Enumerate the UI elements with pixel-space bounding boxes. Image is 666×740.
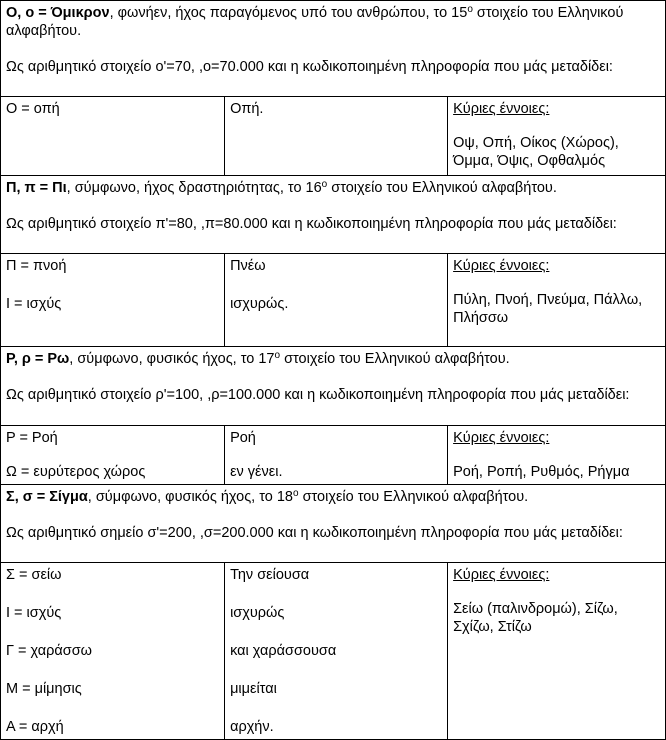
section-header bbox=[1, 485, 666, 563]
letter-components-cell bbox=[1, 426, 225, 485]
meaning-cell bbox=[225, 97, 448, 176]
concepts-text: Ροή, Ροπή, Ρυθμός, Ρήγμα bbox=[453, 464, 630, 480]
component-line: Ρ = Ροή bbox=[6, 430, 58, 446]
component-line: Σ = σείω bbox=[6, 567, 62, 583]
section-body-row bbox=[1, 254, 666, 347]
ordinal-suffix: ο bbox=[467, 4, 473, 15]
concepts-label: Κύριες έννοιες: bbox=[453, 258, 550, 274]
section-body-row bbox=[1, 426, 666, 485]
ordinal-suffix: ο bbox=[321, 179, 328, 190]
concepts-label: Κύριες έννοιες: bbox=[453, 430, 550, 446]
letter-desc-a: , σύμφωνο, φυσικός ήχος, το 17 bbox=[69, 351, 275, 367]
numeric-value-text: Ως αριθμητικό στοιχείο π'=80, ,π=80.000 και η κωδικοποιημένη πληροφορία που μάς μεταδίδει: bbox=[6, 216, 617, 232]
ordinal-suffix: ο bbox=[292, 488, 299, 499]
letter-description bbox=[6, 4, 660, 40]
meaning-line: και χαράσσουσα bbox=[230, 643, 337, 659]
meaning-line: Την σείουσα bbox=[230, 567, 310, 583]
section-header-row bbox=[1, 347, 666, 426]
component-line: Π = πνοή bbox=[6, 258, 67, 274]
component-line: Ι = ισχύς bbox=[6, 605, 62, 621]
component-line: Μ = μίμησις bbox=[6, 681, 82, 697]
concepts-cell bbox=[448, 254, 666, 347]
letter-desc-b: στοιχείο του Ελληνικού αλφαβήτου. bbox=[280, 351, 510, 367]
section-header bbox=[1, 176, 666, 254]
component-line: Ι = ισχύς bbox=[6, 296, 62, 312]
letter-title: Π, π = Πι bbox=[6, 180, 67, 196]
concepts-cell bbox=[448, 97, 666, 176]
letter-components-cell bbox=[1, 97, 225, 176]
section-body-row bbox=[1, 97, 666, 176]
section-header-row bbox=[1, 485, 666, 563]
letter-desc-a: , σύμφωνο, φυσικός ήχος, το 18 bbox=[87, 489, 293, 505]
numeric-value-text: Ως αριθμητικό στοιχείο ρ'=100, ,ρ=100.000 και η κωδικοποιημένη πληροφορία που μάς μεταδίδει: bbox=[6, 387, 630, 403]
letter-components-cell bbox=[1, 563, 225, 740]
numeric-value-text: Ως αριθμητικό σημείο σ'=200, ,σ=200.000 και η κωδικοποιημένη πληροφορία που μάς μεταδίδει: bbox=[6, 525, 623, 541]
concepts-cell bbox=[448, 426, 666, 485]
meaning-line: Πνέω bbox=[230, 258, 266, 274]
letter-description bbox=[6, 350, 660, 368]
letter-title: Ρ, ρ = Ρω bbox=[6, 351, 70, 367]
concepts-label: Κύριες έννοιες: bbox=[453, 101, 550, 117]
letter-components-cell bbox=[1, 254, 225, 347]
meaning-line: ισχυρώς bbox=[230, 605, 285, 621]
concepts-text: Σείω (παλινδρομώ), Σίζω, Σχίζω, Στίζω bbox=[453, 601, 618, 635]
letter-desc-a: , φωνήεν, ήχος παραγόμενος υπό του ανθρώπου, το 15 bbox=[109, 5, 468, 21]
meaning-line: Οπή. bbox=[230, 101, 264, 117]
meaning-line: αρχήν. bbox=[230, 719, 274, 735]
letter-desc-b: στοιχείο του Ελληνικού αλφαβήτου. bbox=[6, 5, 624, 39]
concepts-cell bbox=[448, 563, 666, 740]
meaning-line: Ροή bbox=[230, 430, 256, 446]
concepts-text: Πύλη, Πνοή, Πνεύμα, Πάλλω, Πλήσσω bbox=[453, 292, 643, 326]
concepts-label: Κύριες έννοιες: bbox=[453, 567, 550, 583]
letter-desc-b: στοιχείο του Ελληνικού αλφαβήτου. bbox=[327, 180, 557, 196]
section-body-row bbox=[1, 563, 666, 740]
letter-title: Σ, σ = Σίγμα bbox=[6, 489, 88, 505]
section-header-row bbox=[1, 1, 666, 97]
letter-description bbox=[6, 179, 660, 197]
numeric-value-text: Ως αριθμητικό στοιχείο ο'=70, ,ο=70.000 και η κωδικοποιημένη πληροφορία που μάς μεταδίδει: bbox=[6, 59, 613, 75]
component-line: Α = αρχή bbox=[6, 719, 64, 735]
letter-desc-a: , σύμφωνο, ήχος δραστηριότητας, το 16 bbox=[66, 180, 322, 196]
letter-description bbox=[6, 488, 660, 506]
letter-desc-b: στοιχείο του Ελληνικού αλφαβήτου. bbox=[298, 489, 529, 505]
meaning-cell bbox=[225, 426, 448, 485]
section-header bbox=[1, 1, 666, 97]
meaning-line: μιμείται bbox=[230, 681, 277, 697]
ordinal-suffix: ο bbox=[274, 350, 281, 361]
meaning-line: ισχυρώς. bbox=[230, 296, 289, 312]
letter-title: Ο, ο = Όμικρον bbox=[6, 5, 110, 21]
section-header bbox=[1, 347, 666, 426]
meaning-cell bbox=[225, 563, 448, 740]
section-header-row bbox=[1, 176, 666, 254]
component-line: Ω = ευρύτερος χώρος bbox=[6, 464, 146, 480]
component-line: Γ = χαράσσω bbox=[6, 643, 92, 659]
concepts-text: Οψ, Οπή, Οίκος (Χώρος), Όμμα, Όψις, Οφθαλμός bbox=[453, 135, 619, 169]
meaning-cell bbox=[225, 254, 448, 347]
meaning-line: εν γένει. bbox=[230, 464, 283, 480]
component-line: Ο = οπή bbox=[6, 101, 60, 117]
